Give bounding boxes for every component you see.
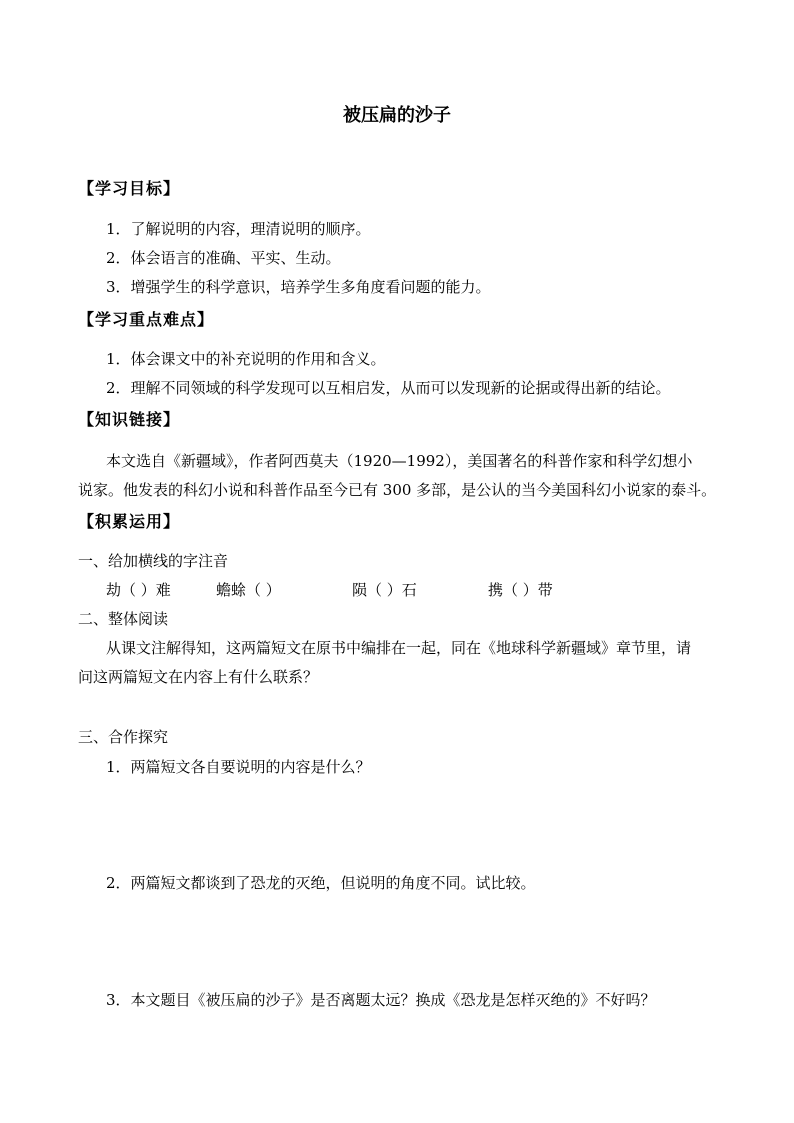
page-title: 被压扁的沙子: [343, 105, 451, 126]
question-2: 2．两篇短文都谈到了恐龙的灭绝，但说明的角度不同。试比较。: [106, 874, 536, 892]
key-point-item-2: 2．理解不同领域的科学发现可以互相启发，从而可以发现新的论据或得出新的结论。: [106, 379, 671, 397]
part2-line-2: 问这两篇短文在内容上有什么联系？: [78, 668, 319, 686]
question-1: 1．两篇短文各自要说明的内容是什么？: [106, 758, 371, 776]
goal-item-2: 2．体会语言的准确、平实、生动。: [106, 249, 341, 267]
goal-item-1: 1．了解说明的内容，理清说明的顺序。: [106, 220, 371, 238]
key-point-item-1: 1．体会课文中的补充说明的作用和含义。: [106, 350, 386, 368]
section-heading-goals: 【学习目标】: [78, 179, 181, 198]
knowledge-line-2: 说家。他发表的科幻小说和科普作品至今已有 300 多部，是公认的当今美国科幻小说家的泰斗。: [78, 481, 717, 499]
question-3: 3．本文题目《被压扁的沙子》是否离题太远？换成《恐龙是怎样灭绝的》不好吗？: [106, 991, 656, 1009]
knowledge-line-1: 本文选自《新疆域》，作者阿西莫夫（1920—1992），美国著名的科普作家和科学幻想小: [106, 452, 693, 470]
pinyin-word-2: 蟾蜍（ ）: [216, 581, 281, 599]
section-heading-knowledge: 【知识链接】: [78, 410, 181, 429]
part3-label: 三、合作探究: [78, 728, 169, 746]
goal-item-3: 3．增强学生的科学意识，培养学生多角度看问题的能力。: [106, 278, 491, 296]
section-heading-practice: 【积累运用】: [78, 512, 181, 531]
pinyin-word-1: 劫（ ）难: [106, 581, 171, 599]
pinyin-word-4: 携（ ）带: [488, 581, 553, 599]
part2-line-1: 从课文注解得知，这两篇短文在原书中编排在一起，同在《地球科学新疆域》章节里，请: [106, 639, 692, 657]
part1-label: 一、给加横线的字注音: [78, 552, 229, 570]
pinyin-word-3: 陨（ ）石: [352, 581, 417, 599]
section-heading-key-points: 【学习重点难点】: [78, 310, 215, 329]
part2-label: 二、整体阅读: [78, 610, 169, 628]
pinyin-words-row: [106, 580, 646, 600]
